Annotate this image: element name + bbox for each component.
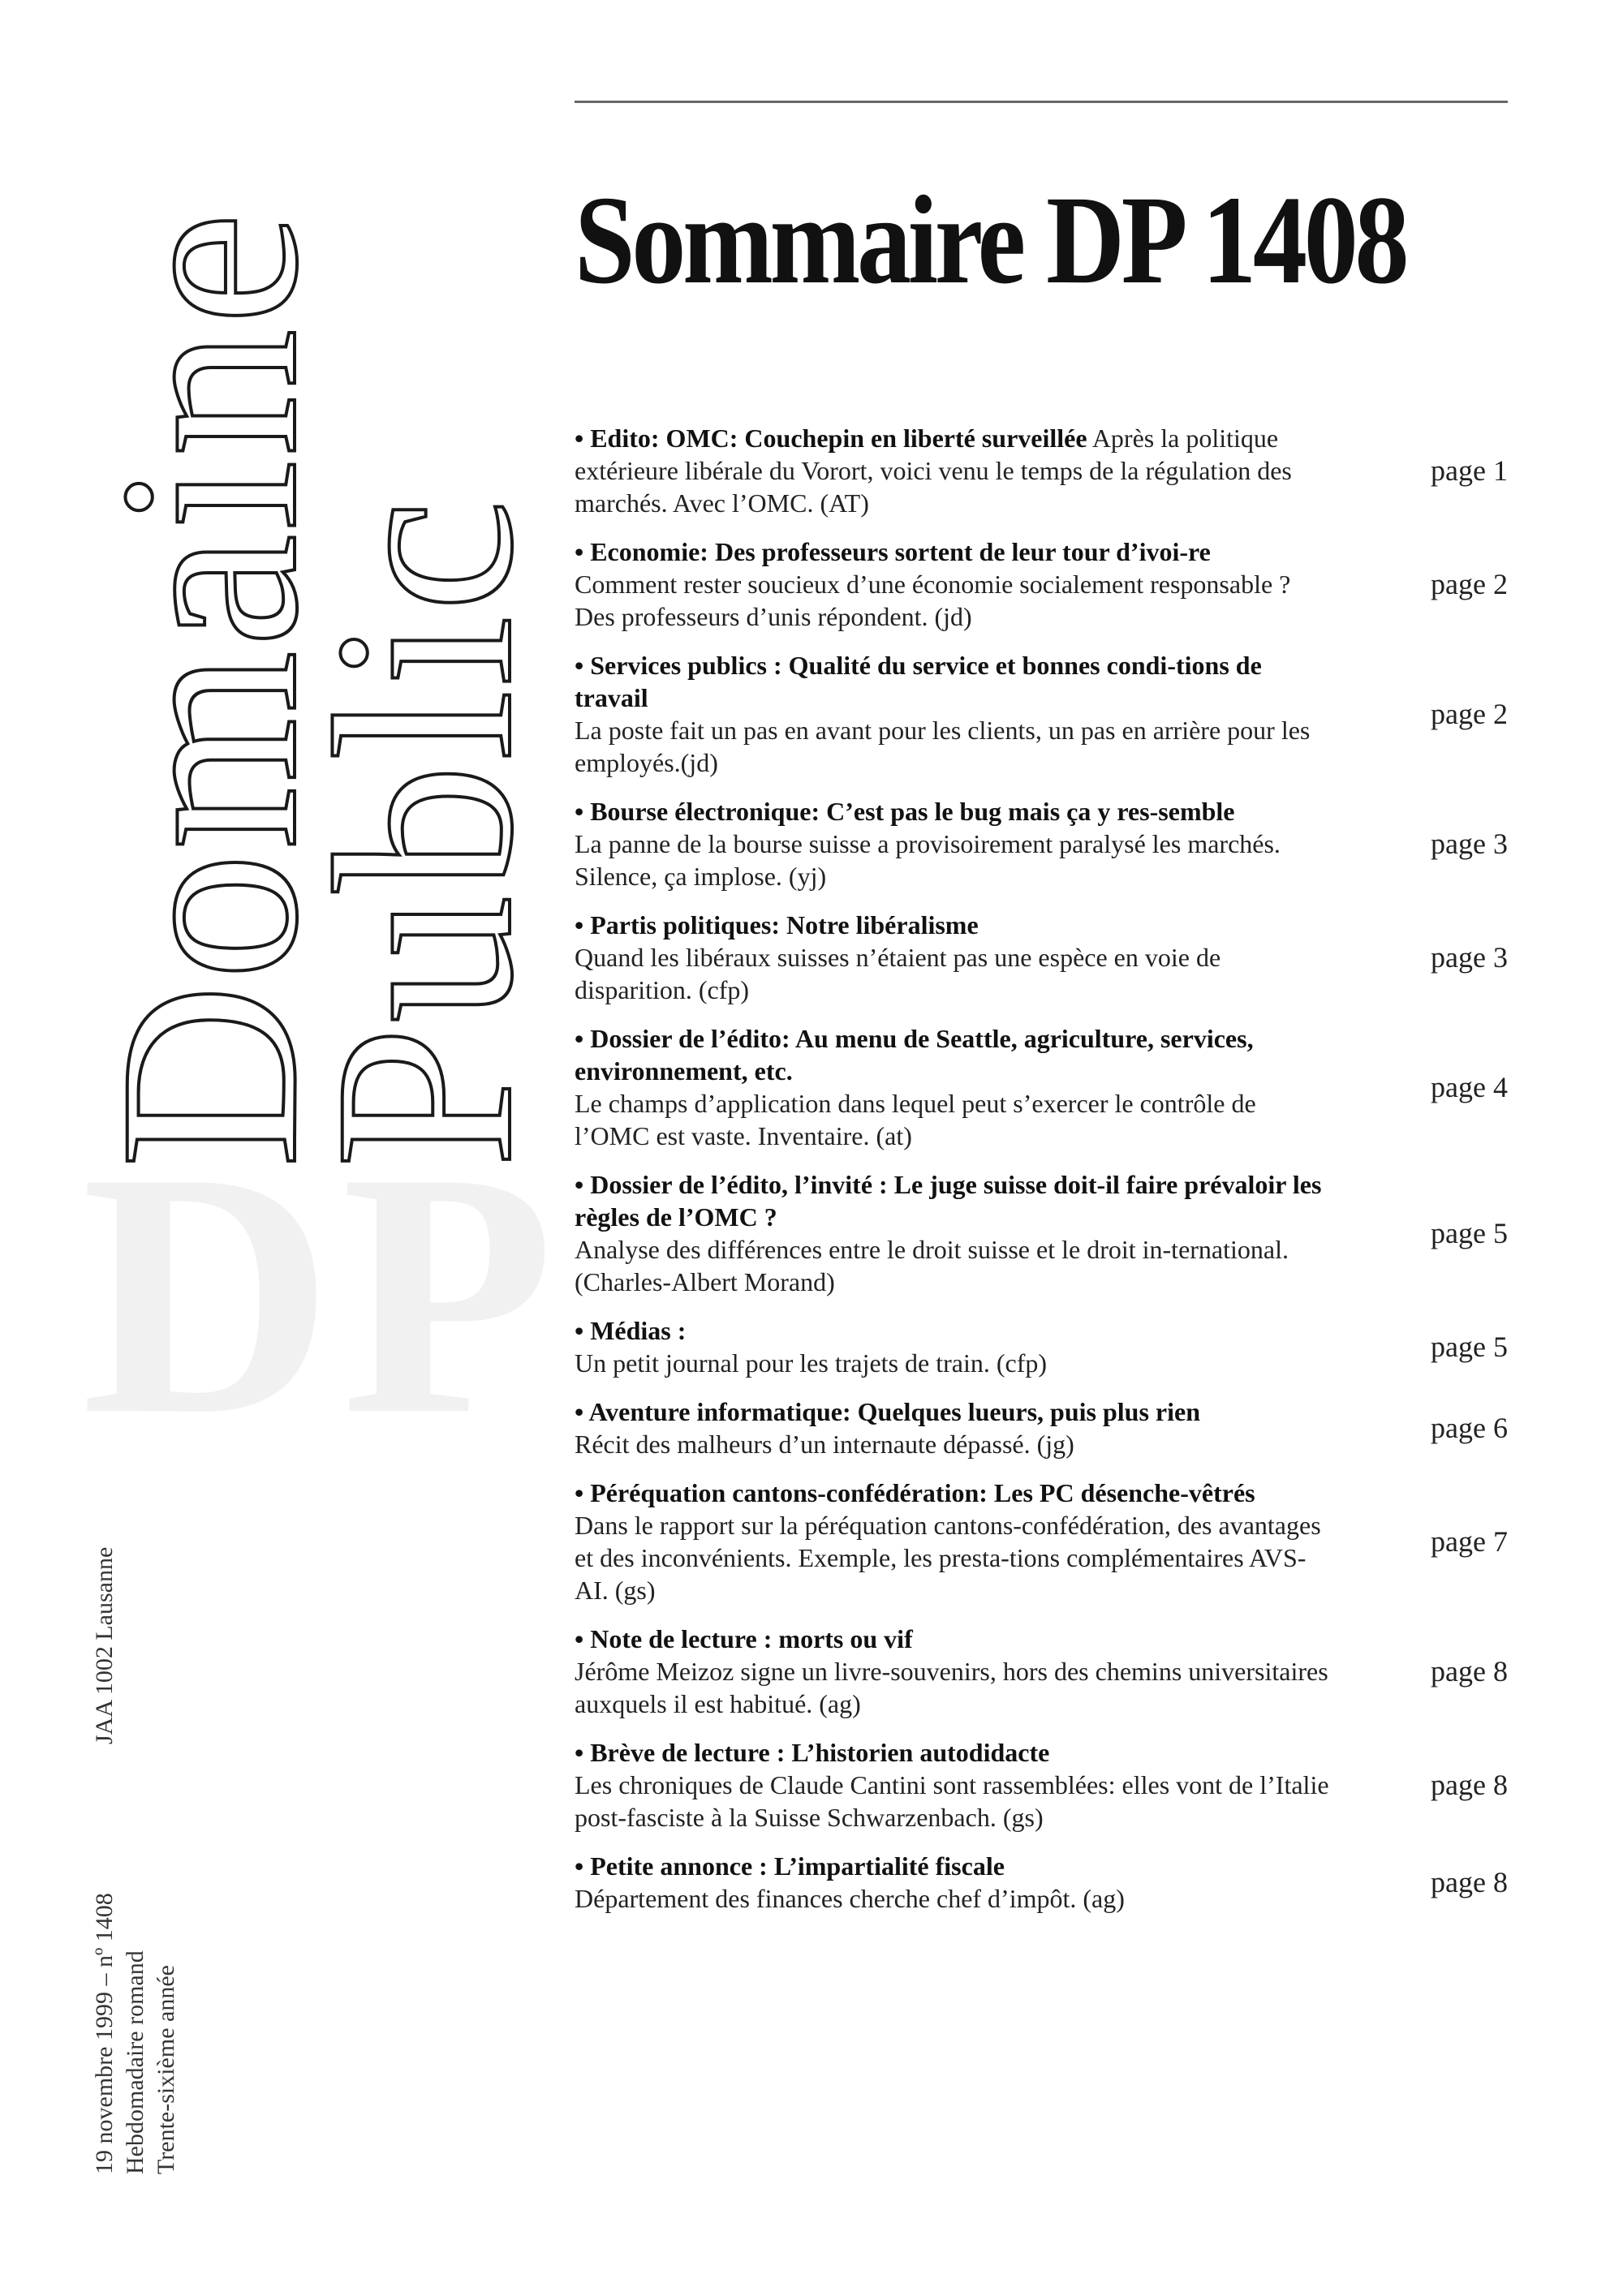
- toc-entry[interactable]: [575, 795, 1508, 892]
- toc-entry-description: La poste fait un pas en avant pour les clients, un pas en arrière pour les employés.(jd): [575, 716, 1311, 777]
- toc-entry-heading: • Aventure informatique: Quelques lueurs, puis plus rien: [575, 1397, 1200, 1426]
- toc-entry-page: page 2: [1431, 698, 1508, 730]
- toc-entry[interactable]: [575, 1850, 1508, 1915]
- top-rule: [575, 101, 1508, 103]
- toc-entry-description: Un petit journal pour les trajets de train. (cfp): [575, 1348, 1048, 1378]
- toc-entry-page: page 2: [1431, 568, 1508, 600]
- toc-entry[interactable]: [575, 1168, 1508, 1298]
- toc-entry-description: Quand les libéraux suisses n’étaient pas une espèce en voie de disparition. (cfp): [575, 943, 1221, 1004]
- toc-entry-heading: • Partis politiques: Notre libéralisme: [575, 910, 979, 939]
- toc-entry[interactable]: [575, 1477, 1508, 1606]
- postal-info: JAA 1002 Lausanne: [91, 1546, 118, 1744]
- toc-entry-text: [575, 1736, 1329, 1834]
- toc-entry-page: page 8: [1431, 1866, 1508, 1898]
- toc-entry[interactable]: [575, 649, 1508, 779]
- toc-entry-heading: • Edito: OMC: Couchepin en liberté surveillée: [575, 424, 1087, 453]
- toc-entry-page: page 8: [1431, 1655, 1508, 1688]
- toc-entry-heading: • Bourse électronique: C’est pas le bug mais ça y res-semble: [575, 797, 1235, 826]
- toc-entry-description: Département des finances cherche chef d’impôt. (ag): [575, 1884, 1125, 1913]
- toc-entry-text: [575, 649, 1329, 779]
- toc-entry[interactable]: [575, 1395, 1508, 1460]
- toc-entry-page: page 6: [1431, 1412, 1508, 1444]
- toc-entry-description: Dans le rapport sur la péréquation cantons-confédération, des avantages et des inconvénients. Exemple, les presta-tions complémentaires AVS-AI. (gs): [575, 1511, 1321, 1605]
- toc-entry-description: Le champs d’application dans lequel peut s’exercer le contrôle de l’OMC est vaste. Inventaire. (at): [575, 1089, 1256, 1150]
- toc-entry-page: page 1: [1431, 454, 1508, 487]
- page-title: Sommaire DP 1408: [575, 170, 1406, 310]
- toc-entry-heading: • Services publics : Qualité du service et bonnes condi-tions de travail: [575, 651, 1262, 712]
- toc-entry-text: [575, 535, 1329, 633]
- toc-entry-heading: • Petite annonce : L’impartialité fiscale: [575, 1851, 1005, 1881]
- toc-entry-text: [575, 1623, 1329, 1720]
- toc-entry-page: page 3: [1431, 941, 1508, 974]
- toc-entry-heading: • Note de lecture : morts ou vif: [575, 1624, 913, 1653]
- toc-entry-page: page 5: [1431, 1217, 1508, 1249]
- toc-entry-description: Analyse des différences entre le droit suisse et le droit in-ternational. (Charles-Albert Morand): [575, 1235, 1289, 1296]
- toc-entry-page: page 8: [1431, 1769, 1508, 1801]
- issue-frequency: Hebdomadaire romand: [122, 1950, 149, 2174]
- toc-entry[interactable]: [575, 422, 1508, 519]
- toc-entry-text: [575, 422, 1329, 519]
- toc-entry-description: Après la politique extérieure libérale du Vorort, voici venu le temps de la régulation des marchés. Avec l’OMC. (AT): [575, 424, 1292, 518]
- toc-entry-description: Récit des malheurs d’un internaute dépassé. (jg): [575, 1430, 1074, 1459]
- dp-watermark: DP: [81, 1101, 563, 1487]
- toc-entry-page: page 3: [1431, 828, 1508, 860]
- toc-entry-text: [575, 1168, 1329, 1298]
- toc-entry-heading: • Dossier de l’édito, l’invité : Le juge suisse doit-il faire prévaloir les règles de l’OMC ?: [575, 1170, 1322, 1232]
- issue-date: 19 novembre 1999 – nº 1408: [91, 1893, 118, 2174]
- toc-entry-text: [575, 1395, 1329, 1460]
- toc-entry-description: Les chroniques de Claude Cantini sont rassemblées: elles vont de l’Italie post-fasciste à la Suisse Schwarzenbach. (gs): [575, 1770, 1329, 1832]
- toc-entry-page: page 5: [1431, 1331, 1508, 1363]
- toc-entry-heading: • Brève de lecture : L’historien autodidacte: [575, 1738, 1050, 1767]
- toc-entry-heading: • Dossier de l’édito: Au menu de Seattle, agriculture, services, environnement, etc.: [575, 1024, 1254, 1086]
- toc-entry-text: [575, 1314, 1329, 1379]
- issue-info: [89, 1893, 182, 2174]
- masthead: [0, 0, 566, 2296]
- toc-entry[interactable]: [575, 1022, 1508, 1152]
- toc-entry[interactable]: [575, 909, 1508, 1006]
- issue-year: Trente-sixième année: [153, 1965, 179, 2174]
- toc-entry[interactable]: [575, 535, 1508, 633]
- toc-entry-text: [575, 795, 1329, 892]
- masthead-public: Public: [282, 495, 566, 1168]
- masthead-domaine: Domaine: [67, 209, 351, 1168]
- toc-entry[interactable]: [575, 1736, 1508, 1834]
- toc-entry-page: page 4: [1431, 1071, 1508, 1103]
- toc-entry[interactable]: [575, 1314, 1508, 1379]
- toc-entry-text: [575, 1850, 1329, 1915]
- toc-entry-description: La panne de la bourse suisse a provisoirement paralysé les marchés. Silence, ça implose. (yj): [575, 829, 1281, 891]
- toc-entry-heading: • Péréquation cantons-confédération: Les PC désenche-vêtrés: [575, 1478, 1255, 1507]
- toc-entry-text: [575, 1477, 1329, 1606]
- toc-entry-text: [575, 909, 1329, 1006]
- toc-entry[interactable]: [575, 1623, 1508, 1720]
- toc-entry-page: page 7: [1431, 1525, 1508, 1558]
- toc-entry-heading: • Médias :: [575, 1316, 687, 1345]
- table-of-contents: [575, 422, 1508, 1931]
- toc-entry-text: [575, 1022, 1329, 1152]
- toc-entry-heading: • Economie: Des professeurs sortent de leur tour d’ivoi-re: [575, 537, 1211, 566]
- toc-entry-description: Comment rester soucieux d’une économie socialement responsable ? Des professeurs d’unis répondent. (jd): [575, 570, 1291, 631]
- toc-entry-description: Jérôme Meizoz signe un livre-souvenirs, hors des chemins universitaires auxquels il est habitué. (ag): [575, 1657, 1328, 1718]
